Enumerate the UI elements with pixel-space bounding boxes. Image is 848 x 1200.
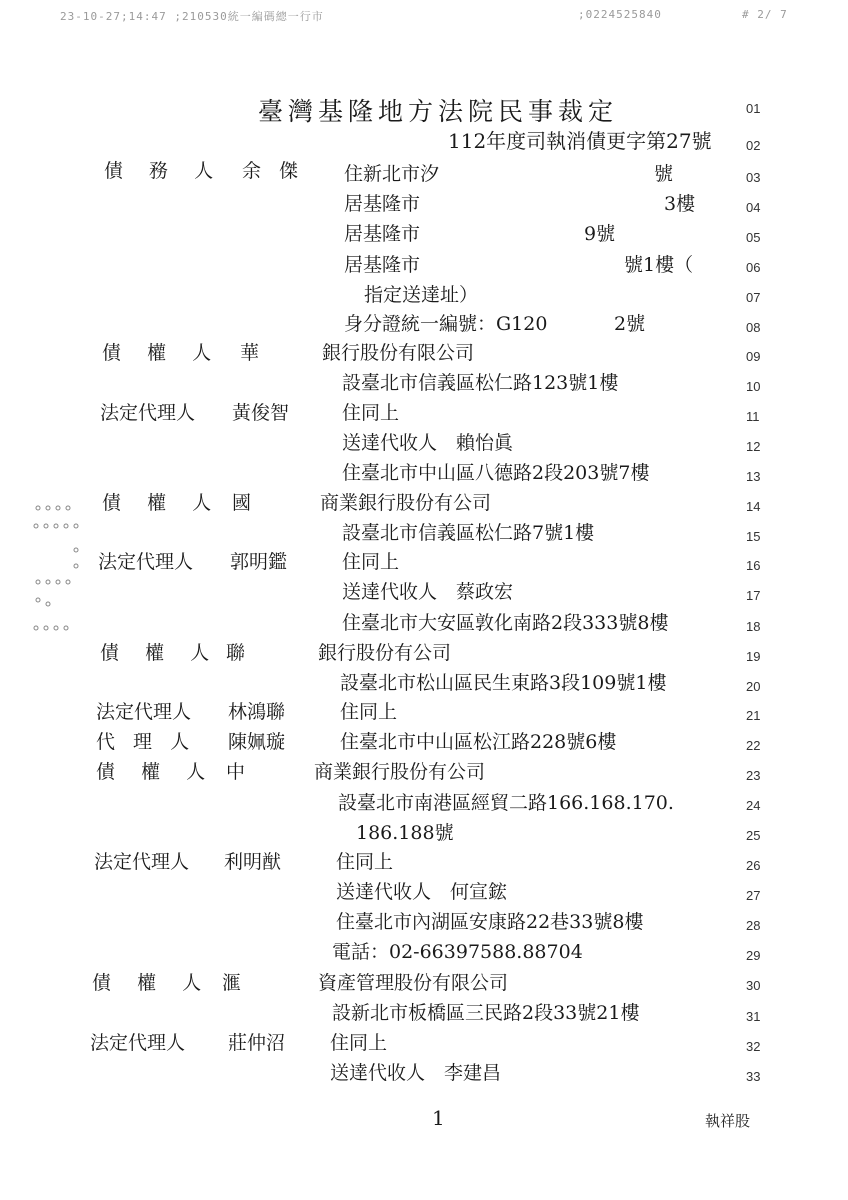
line-number: 17 [746, 588, 761, 603]
party-name: 利明猷 [224, 851, 282, 873]
party-detail: 居基隆市 [344, 223, 421, 245]
party-detail: 資產管理股份有限公司 [318, 972, 509, 994]
party-name: 滙 [222, 972, 242, 994]
party-detail-suffix: 號 [654, 163, 674, 185]
party-role: 法定代理人 [100, 402, 196, 424]
party-name: 莊仲沼 [228, 1032, 286, 1054]
line-number: 19 [746, 649, 761, 664]
party-role: 債 權 人 [96, 761, 216, 783]
line-number: 25 [746, 828, 761, 843]
party-role: 債 權 人 [92, 972, 212, 994]
party-name: 黃俊智 [232, 402, 290, 424]
line-number: 06 [746, 260, 761, 275]
party-detail: 住同上 [336, 851, 394, 873]
party-detail: 送達代收人 何宣鋐 [336, 881, 508, 903]
party-detail: 商業銀行股份有公司 [314, 761, 486, 783]
party-detail: 住臺北市內湖區安康路22巷33號8樓 [336, 911, 644, 933]
party-detail: 住同上 [340, 701, 398, 723]
party-name: 郭明鑑 [230, 551, 288, 573]
party-detail: 住新北市汐 [344, 163, 440, 185]
line-number: 26 [746, 858, 761, 873]
line-number: 04 [746, 200, 761, 215]
party-detail-suffix: 號1樓（ [624, 254, 694, 276]
party-detail-suffix: 3樓 [664, 193, 696, 215]
party-detail: 身分證統一編號：G120 [344, 313, 548, 335]
party-name: 國 [232, 492, 252, 514]
fax-header-right: # 2/ 7 [742, 8, 788, 21]
binding-holes [32, 500, 82, 644]
line-number: 16 [746, 558, 761, 573]
party-detail: 住臺北市中山區八德路2段203號7樓 [342, 462, 650, 484]
party-name: 林鴻聯 [228, 701, 286, 723]
line-number: 13 [746, 469, 761, 484]
line-number: 21 [746, 708, 761, 723]
party-detail: 送達代收人 李建昌 [330, 1062, 502, 1084]
line-number: 30 [746, 978, 761, 993]
party-role: 債 權 人 [102, 342, 222, 364]
line-number: 32 [746, 1039, 761, 1054]
line-number: 03 [746, 170, 761, 185]
line-number: 07 [746, 290, 761, 305]
line-number: 08 [746, 320, 761, 335]
party-role: 法定代理人 [98, 551, 194, 573]
page-number: 1 [432, 1106, 445, 1130]
party-detail-suffix: 9號 [584, 223, 616, 245]
line-number: 09 [746, 349, 761, 364]
line-number: 31 [746, 1009, 761, 1024]
party-role: 代 理 人 [96, 731, 196, 753]
fax-header-center: ;0224525840 [578, 8, 662, 21]
line-number: 29 [746, 948, 761, 963]
party-detail: 住臺北市大安區敦化南路2段333號8樓 [342, 612, 669, 634]
party-detail: 銀行股份有限公司 [322, 342, 475, 364]
party-detail: 商業銀行股份有公司 [320, 492, 492, 514]
party-detail: 住同上 [342, 551, 400, 573]
party-detail: 居基隆市 [344, 193, 421, 215]
line-number: 33 [746, 1069, 761, 1084]
party-role: 債 權 人 [102, 492, 222, 514]
line-number: 15 [746, 529, 761, 544]
line-number: 10 [746, 379, 761, 394]
party-detail: 設新北市板橋區三民路2段33號21樓 [332, 1002, 640, 1024]
line-number: 05 [746, 230, 761, 245]
party-role: 債 務 人 [104, 160, 224, 182]
party-detail: 186.188號 [356, 822, 454, 844]
line-number: 23 [746, 768, 761, 783]
party-detail-suffix: 2號 [614, 313, 646, 335]
line-number: 28 [746, 918, 761, 933]
department-label: 執祥股 [705, 1112, 751, 1130]
party-name: 中 [226, 761, 246, 783]
party-detail: 設臺北市松山區民生東路3段109號1樓 [340, 672, 667, 694]
fax-header-left: 23-10-27;14:47 ;210530統一編碼總一行市 [60, 10, 324, 23]
party-detail: 住臺北市中山區松江路228號6樓 [340, 731, 617, 753]
party-detail: 設臺北市信義區松仁路123號1樓 [342, 372, 619, 394]
party-detail: 住同上 [330, 1032, 388, 1054]
party-detail: 設臺北市南港區經貿二路166.168.170. [338, 792, 674, 814]
line-number: 02 [746, 138, 761, 153]
party-detail: 電話：02-66397588.88704 [332, 941, 583, 963]
case-number: 112年度司執消債更字第27號 [448, 129, 712, 153]
line-number: 27 [746, 888, 761, 903]
line-number: 11 [746, 409, 760, 424]
party-detail: 住同上 [342, 402, 400, 424]
line-number: 14 [746, 499, 761, 514]
line-number: 01 [746, 101, 761, 116]
party-detail: 指定送達址） [364, 284, 479, 306]
party-detail: 送達代收人 賴怡眞 [342, 432, 514, 454]
party-name: 陳姵璇 [228, 731, 286, 753]
party-role: 法定代理人 [94, 851, 190, 873]
party-name: 聯 [226, 642, 246, 664]
party-name: 余 傑 [242, 160, 305, 182]
party-detail: 居基隆市 [344, 254, 421, 276]
line-number: 18 [746, 619, 761, 634]
page-title: 臺灣基隆地方法院民事裁定 [258, 97, 619, 126]
line-number: 12 [746, 439, 761, 454]
party-role: 法定代理人 [96, 701, 192, 723]
line-number: 20 [746, 679, 761, 694]
party-detail: 銀行股份有公司 [318, 642, 452, 664]
party-detail: 送達代收人 蔡政宏 [342, 581, 514, 603]
party-role: 債 權 人 [100, 642, 220, 664]
party-detail: 設臺北市信義區松仁路7號1樓 [342, 522, 595, 544]
party-role: 法定代理人 [90, 1032, 186, 1054]
line-number: 22 [746, 738, 761, 753]
line-number: 24 [746, 798, 761, 813]
party-name: 華 [240, 342, 260, 364]
